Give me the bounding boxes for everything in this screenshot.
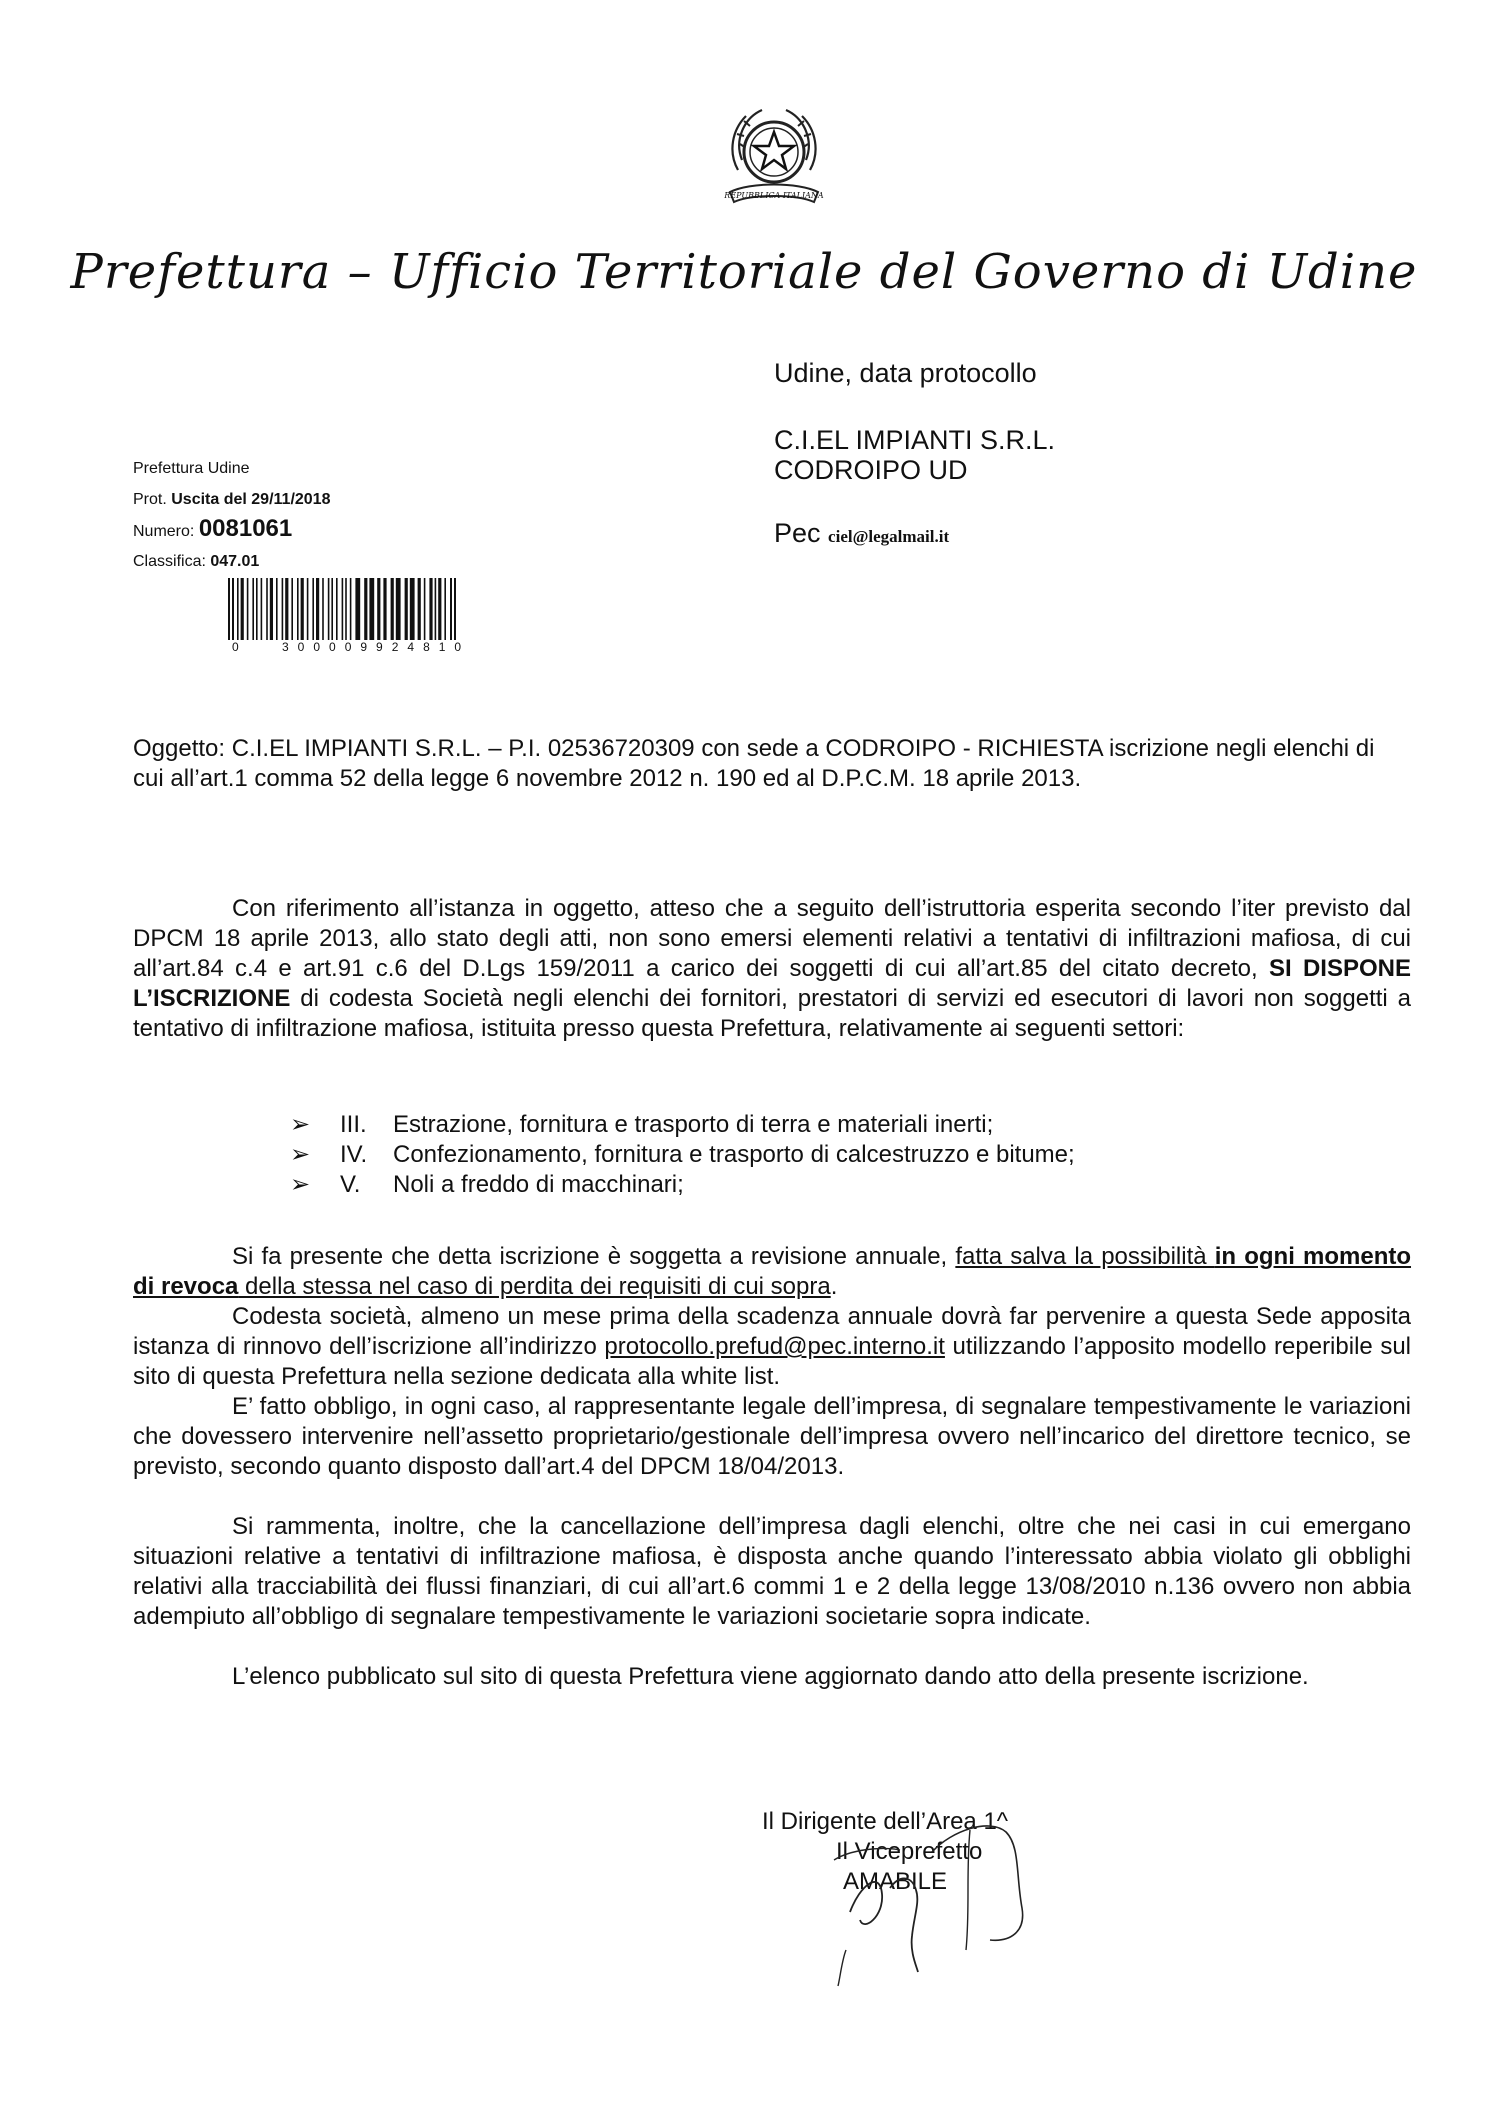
barcode-bar [429,578,432,640]
barcode-bar [331,578,333,640]
protocol-office: Prefettura Udine [133,460,250,477]
signatory-role: Il Dirigente dell’Area 1^ [762,1808,1009,1835]
pec-label: Pec [774,518,821,548]
date-line: Udine, data protocollo [774,358,1037,388]
barcode-bar [364,578,367,640]
barcode-prefix: 0 [232,640,240,654]
barcode-bar [252,578,254,640]
subject: Oggetto: C.I.EL IMPIANTI S.R.L. – P.I. 02536720309 con sede a CODROIPO - RICHIESTA iscrizione negli elenchi di cui all’art.1 comma 52 della legge 6 novembre 2012 n. 190 ed al D.P.C.M. 18 aprile 2013. [133,735,1375,792]
paragraph-text: Si fa presente che detta iscrizione è soggetta a revisione annuale, [232,1243,956,1270]
sector-text: Estrazione, fornitura e trasporto di terra e materiali inerti; [393,1111,994,1138]
barcode-bar [266,578,268,640]
prot-value: Uscita del 29/11/2018 [171,491,331,508]
emblem-text: REPUBBLICA ITALIANA [724,191,824,200]
class-label: Classifica: [133,553,206,570]
paragraph-revisione [133,1242,1411,1302]
sector-number: V. [340,1171,361,1198]
email-link[interactable]: protocollo.prefud@pec.interno.it [604,1333,945,1360]
arrow-bullet-icon: ➢ [290,1171,311,1198]
paragraph-elenco: L’elenco pubblicato sul sito di questa Prefettura viene aggiornato dando atto della presente iscrizione. [232,1663,1309,1690]
underlined-text: della stessa nel caso di perdita dei requisiti di cui sopra [238,1273,831,1300]
barcode-bar [276,578,278,640]
sector-number: IV. [340,1141,368,1168]
barcode-bar [328,578,330,640]
barcode-bar [454,578,456,640]
barcode-bar [418,578,421,640]
paragraph-rinnovo [133,1302,1411,1392]
paragraph-cancellazione: Si rammenta, inoltre, che la cancellazione dell’impresa dagli elenchi, oltre che nei casi in cui emergano situazioni relative a tentativi di infiltrazione mafiosa, è disposta anche quando l’interessato abbia violato gli obblighi relativi alla tracciabilità dei flussi finanziari, di cui all’art.6 commi 1 e 2 della legge 13/08/2010 n.136 ovvero non abbia adempiuto all’obbligo di segnalare tempestivamente le variazioni societarie sopra indicate. [133,1513,1411,1630]
paragraph-text: Codesta società, almeno un mese prima della scadenza annuale dovrà far pervenire a questa Sede apposita istanza di rinnovo dell’iscrizione all’indirizzo [133,1303,1411,1360]
barcode-bar [247,578,249,640]
barcode-bar [342,578,344,640]
paragraph-text: . [830,1273,838,1300]
barcode-bar [444,578,446,640]
italian-republic-emblem-icon [710,100,838,220]
signatory-name: AMABILE [843,1868,948,1895]
barcode-bar [237,578,239,640]
disposition-bold: SI DISPONE L’ISCRIZIONE [133,955,1411,1012]
sector-text: Noli a freddo di macchinari; [393,1171,684,1198]
page-title: Prefettura – Ufficio Territoriale del Governo di Udine [70,244,1418,300]
barcode-bar [345,578,347,640]
number-label: Numero: [133,523,195,540]
barcode-bar [450,578,452,640]
protocol-classification [133,553,259,571]
recipient-city: CODROIPO UD [774,455,968,485]
barcode-bar [405,578,408,640]
number-value: 0081061 [198,515,293,542]
barcode-bar [391,578,394,640]
signatory-title: Il Viceprefetto [836,1838,983,1865]
barcode-bar [285,578,288,640]
barcode-bar [410,578,415,640]
barcode-bar [282,578,284,640]
barcode-bar [297,578,299,640]
barcode-bar [322,578,324,640]
recipient-name: C.I.EL IMPIANTI S.R.L. [774,425,1056,455]
underlined-text: fatta salva la possibilità [955,1243,1215,1270]
arrow-bullet-icon: ➢ [290,1111,311,1138]
sector-text: Confezionamento, fornitura e trasporto di calcestruzzo e bitume; [393,1141,1075,1168]
handwritten-signature-icon [820,1790,1060,1990]
barcode-bar [307,578,309,640]
barcode-bar [369,578,374,640]
barcode-bar [336,578,338,640]
barcode-bar [270,578,273,640]
barcode-bar [438,578,441,640]
paragraph-obbligo: E’ fatto obbligo, in ogni caso, al rappresentante legale dell’impresa, di segnalare tempestivamente le variazioni che dovessero intervenire nell’assetto proprietario/gestionale dell’impresa ovvero nell’incarico del direttore tecnico, se previsto, secondo quanto disposto dall’art.4 del DPCM 18/04/2013. [133,1393,1411,1480]
barcode-bar [435,578,437,640]
paragraph-text: di codesta Società negli elenchi dei fornitori, prestatori di servizi ed esecutori di lavori non soggetti a tentativo di infiltrazione mafiosa, istituita presso questa Prefettura, relativamente ai seguenti settori: [133,985,1411,1042]
barcode-bar [256,578,258,640]
prot-label: Prot. [133,491,167,508]
barcode-bar [312,578,314,640]
barcode-digits: 300009924810 [282,640,471,654]
barcode-bar [316,578,319,640]
barcode-bar [350,578,352,640]
protocol-line [133,491,330,509]
pec-address: ciel@legalmail.it [828,527,950,546]
barcode-bar [261,578,263,640]
class-value: 047.01 [210,553,260,570]
barcode-bar [291,578,293,640]
barcode-bar [241,578,244,640]
paragraph-text: Con riferimento all’istanza in oggetto, atteso che a seguito dell’istruttoria esperita secondo l’iter previsto dal DPCM 18 aprile 2013, allo stato degli atti, non sono emersi elementi relativi a tentativi di infiltrazioni mafiosa, di cui all’art.84 c.4 e art.91 c.6 del D.Lgs 159/2011 a carico dei soggetti di cui all’art.85 del citato decreto, [133,895,1411,982]
barcode-bar [301,578,304,640]
barcode-bar [424,578,426,640]
barcode-bar [396,578,401,640]
barcode-bar [383,578,386,640]
paragraph-iscrizione [133,894,1411,1044]
arrow-bullet-icon: ➢ [290,1141,311,1168]
sector-number: III. [340,1111,367,1138]
underlined-bold-text: in ogni momento di revoca [133,1243,1412,1300]
barcode-icon [224,578,514,640]
barcode-bar [377,578,380,640]
barcode-bar [232,578,234,640]
protocol-number [133,515,292,543]
barcode-bar [228,578,230,640]
barcode-bar [355,578,360,640]
paragraph-text: utilizzando l’apposito modello reperibile sul sito di questa Prefettura nella sezione dedicata alla white list. [133,1333,1411,1390]
recipient-pec [774,518,949,549]
